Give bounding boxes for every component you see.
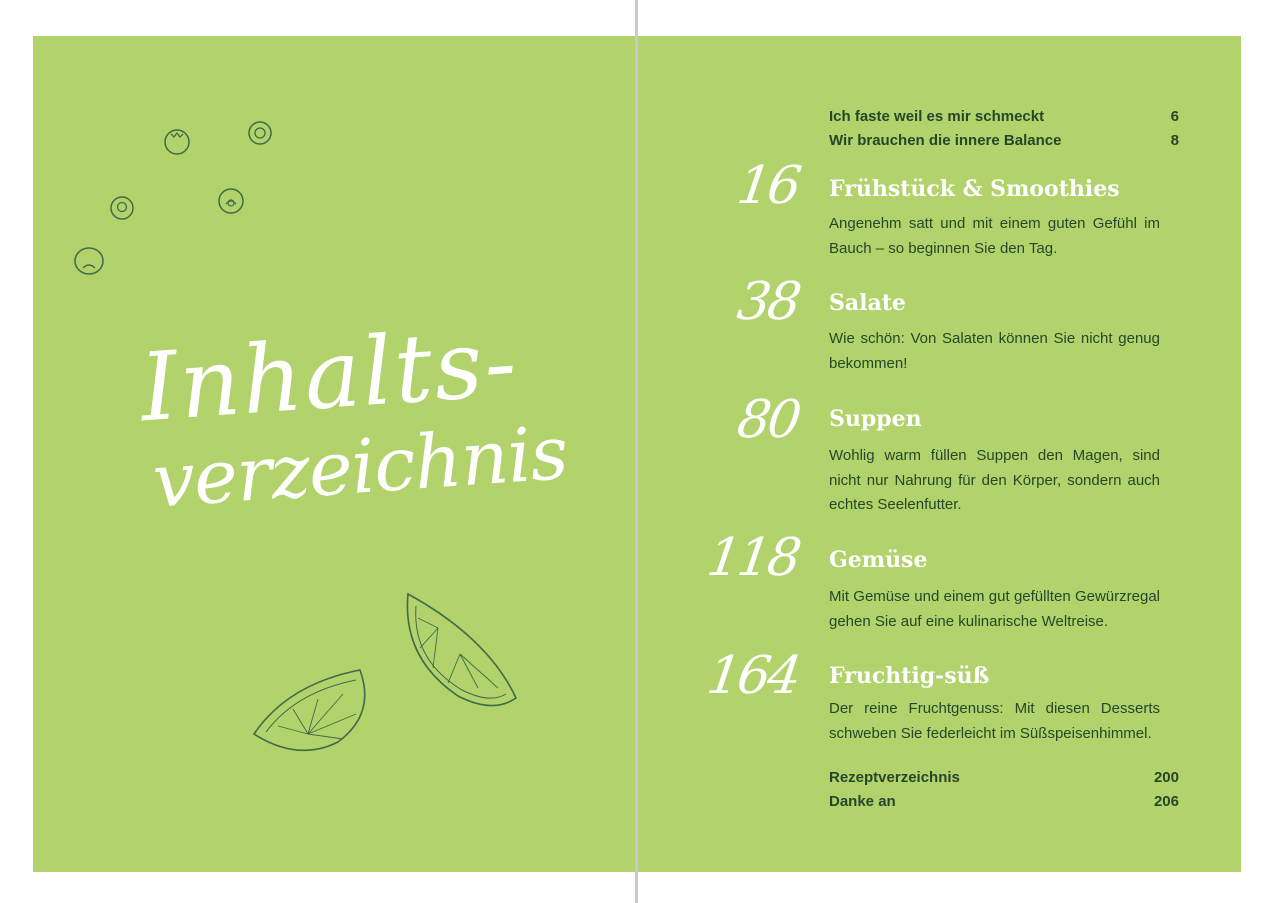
section-title[interactable]: Gemüse xyxy=(829,547,928,573)
toc-entry-label: Wir brauchen die innere Balance xyxy=(829,132,1062,149)
right-page xyxy=(638,36,1241,872)
toc-entry-label: Danke an xyxy=(829,793,896,810)
section-title[interactable]: Frühstück & Smoothies xyxy=(829,176,1120,202)
intro-entries xyxy=(829,105,1179,153)
section-title[interactable]: Salate xyxy=(829,290,906,316)
section-description: Mit Gemüse und einem gut gefüllten Gewürzregal gehen Sie auf eine kulinarische Weltreise. xyxy=(829,588,1160,630)
section-title[interactable]: Suppen xyxy=(829,406,922,432)
blueberry-icon xyxy=(245,118,275,148)
section-page-number: 16 xyxy=(733,156,803,216)
section-page-number: 164 xyxy=(703,646,803,706)
title-line-1: Inhalts- xyxy=(136,308,522,444)
toc-entry-label: Ich faste weil es mir schmeckt xyxy=(829,108,1045,125)
toc-entry-page: 6 xyxy=(1170,108,1179,125)
toc-entry-page: 206 xyxy=(1153,793,1179,810)
section-description: Wie schön: Von Salaten können Sie nicht genug bekommen! xyxy=(829,330,1160,372)
toc-entry[interactable] xyxy=(829,105,1179,129)
toc-entry[interactable] xyxy=(829,129,1179,153)
page-title xyxy=(137,306,589,524)
left-page xyxy=(33,36,635,872)
closing-entries xyxy=(829,766,1179,814)
lime-wedge-icon xyxy=(248,664,378,759)
toc-entry-page: 200 xyxy=(1153,769,1179,786)
section-page-number: 80 xyxy=(733,390,803,450)
lime-wedge-icon xyxy=(398,588,523,718)
blueberry-icon xyxy=(107,193,137,223)
section-page-number: 38 xyxy=(733,272,803,332)
toc-entry[interactable] xyxy=(829,766,1179,790)
section-title[interactable]: Fruchtig-süß xyxy=(829,663,990,689)
blueberry-icon xyxy=(71,244,107,278)
blueberry-icon xyxy=(161,125,193,157)
section-page-number: 118 xyxy=(703,528,803,588)
toc-entry[interactable] xyxy=(829,790,1179,814)
title-line-2: verzeichnis xyxy=(150,410,570,525)
toc-entry-label: Rezeptverzeichnis xyxy=(829,769,960,786)
toc-entry-page: 8 xyxy=(1170,132,1179,149)
section-description: Angenehm satt und mit einem guten Gefühl im Bauch – so beginnen Sie den Tag. xyxy=(829,215,1160,257)
section-description: Der reine Fruchtgenuss: Mit diesen Desserts schweben Sie federleicht im Süßspeisenhimmel. xyxy=(829,700,1160,742)
blueberry-icon xyxy=(215,185,247,217)
section-description: Wohlig warm füllen Suppen den Magen, sind nicht nur Nahrung für den Körper, sondern auch echtes Seelenfutter. xyxy=(829,447,1160,513)
